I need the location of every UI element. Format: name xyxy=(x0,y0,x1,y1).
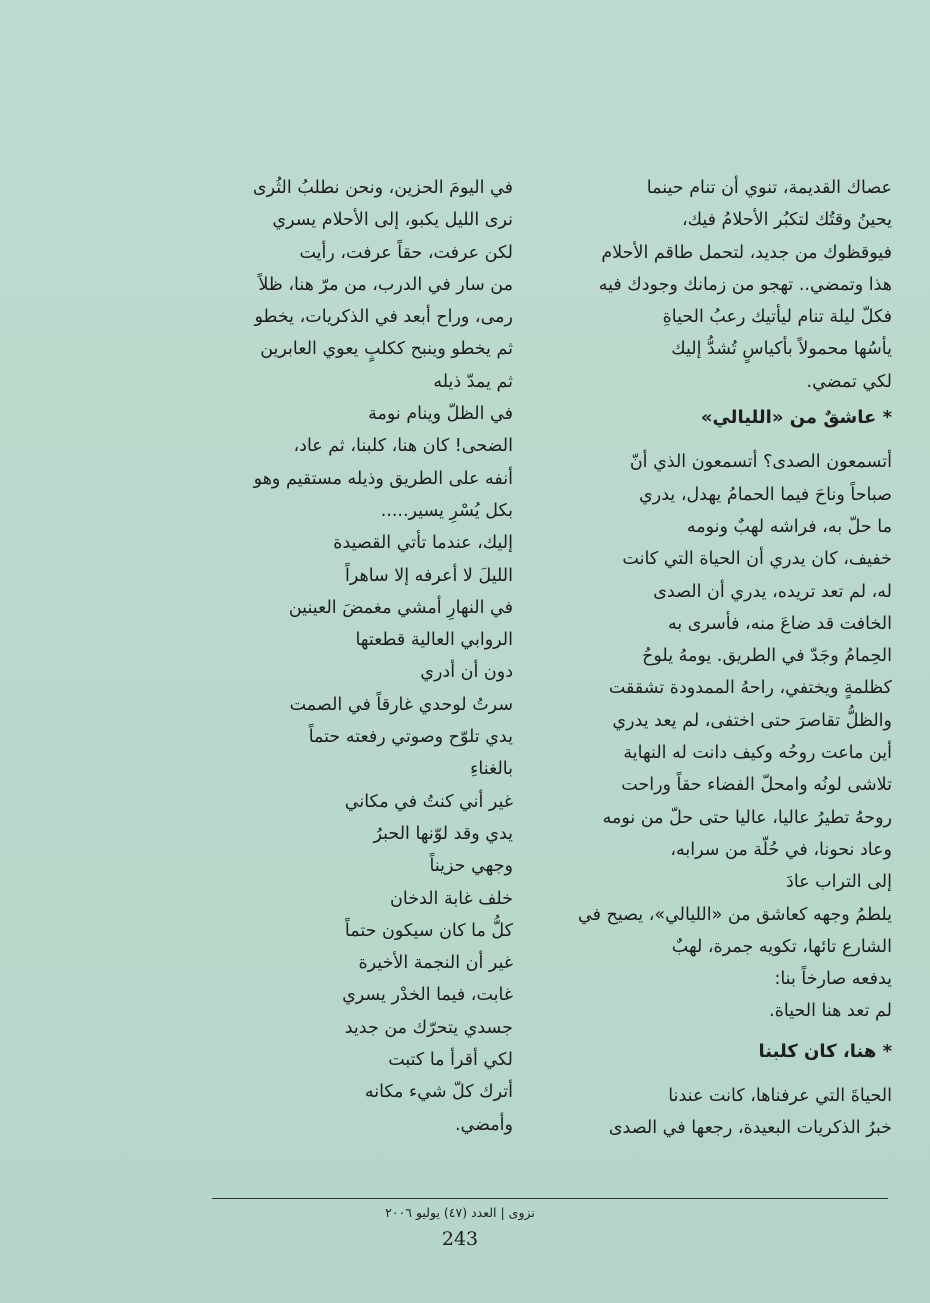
text-line: يدفعه صارخاً بنا: xyxy=(774,969,892,990)
text-line: وعاد نحونا، في حُلّة من سرابه، xyxy=(670,839,892,860)
text-line: يدي تلوّح وصوتي رفعته حتماً xyxy=(308,727,513,748)
text-line: والظلُّ تقاصرَ حتى اختفى، لم يعد يدري xyxy=(612,710,892,731)
section-heading: * عاشقٌ من «الليالي» xyxy=(700,407,892,429)
text-line: يدي وقد لوّنها الحبرُ xyxy=(373,823,513,844)
text-line: الحِمامُ وجَدّ في الطريق. يومهُ يلوحُ xyxy=(642,646,892,667)
text-line: تلاشى لونُه وامحلّ الفضاء حقاً وراحت xyxy=(621,775,892,796)
text-line: كظلمةٍ ويختفي، راحهُ الممدودة تشققت xyxy=(608,678,892,699)
text-line: وجهي حزيناً xyxy=(429,856,513,877)
text-line: روحهُ تطيرُ عاليا، عاليا حتى حلّ من نومه xyxy=(602,807,892,828)
text-line: أترك كلّ شيء مكانه xyxy=(364,1082,513,1103)
text-line: الضحى! كان هنا، كلبنا، ثم عاد، xyxy=(293,436,513,457)
text-line: فيوقظوك من جديد، لتحمل طاقم الأحلام xyxy=(601,242,892,263)
text-line: غابت، فيما الخدْر يسري xyxy=(342,985,513,1006)
text-line: له، لم تعد تريده، يدري أن الصدى xyxy=(653,581,892,602)
text-line: لكي أقرأ ما كتبت xyxy=(388,1050,513,1071)
text-line: الحياةَ التي عرفناها، كانت عندنا xyxy=(668,1086,892,1107)
text-line: في الظلّ وينام نومة xyxy=(368,404,513,425)
text-line: نرى الليل يكبو، إلى الأحلام يسري xyxy=(272,210,513,231)
text-line: بالغناءِ xyxy=(470,759,513,780)
text-line: أين ماعت روحُه وكيف دانت له النهاية xyxy=(623,743,892,764)
text-line: جسدي يتحرّك من جديد xyxy=(344,1017,513,1038)
page-number: 243 xyxy=(441,1228,479,1250)
text-line: لكي تمضي. xyxy=(806,371,892,392)
text-line: غير أني كنتُ في مكاني xyxy=(344,791,513,812)
text-line: دون أن أدري xyxy=(420,662,513,683)
text-line: الروابي العالية قطعتها xyxy=(355,630,513,651)
text-line: لم تعد هنا الحياة. xyxy=(769,1001,892,1022)
text-line: الليلَ لا أعرفه إلا ساهراً xyxy=(344,565,513,586)
footer-divider xyxy=(212,1198,888,1199)
text-line: لكن عرفت، حقاً عرفت، رأيت xyxy=(299,242,513,263)
text-line: بكل يُسْرِ يسير..... xyxy=(380,500,513,521)
text-line: إليك، عندما تأتي القصيدة xyxy=(333,533,513,554)
left-column xyxy=(220,172,513,1141)
text-line: يلطمُ وجهه كعاشق من «الليالي»، يصيح في xyxy=(578,904,892,925)
right-column xyxy=(580,172,892,1145)
text-line: من سار في الدرب، من مرّ هنا، ظلاً xyxy=(258,274,513,295)
text-line: الشارع تائها، تكويه جمرة، لهبٌ xyxy=(671,936,892,957)
text-line: يأسُها محمولاً بأكياسٍ تُشدُّ إليك xyxy=(671,339,892,360)
text-line: الخافت قد ضاعَ منه، فأسرى به xyxy=(667,613,892,634)
text-line: كلُّ ما كان سيكون حتماً xyxy=(344,920,513,941)
text-line: فكلّ ليلة تنام ليأتيك رعبُ الحياةِ xyxy=(662,307,892,328)
section-heading: * هنا، كان كلبنا xyxy=(758,1040,892,1062)
text-line: صباحاً وناحَ فيما الحمامُ يهدل، يدري xyxy=(639,484,892,505)
text-line: إلى التراب عادَ xyxy=(786,872,892,893)
text-line: يحينُ وقتُك لتكبُر الأحلامُ فيك، xyxy=(681,210,892,231)
footer-issue-info: نزوى | العدد (٤٧) يوليو ٢٠٠٦ xyxy=(385,1205,535,1220)
text-line: أنفه على الطريق وذيله مستقيم وهو xyxy=(253,468,513,489)
text-line: ما حلّ به، فراشه لهبٌ ونومه xyxy=(686,516,892,537)
text-line: خبرُ الذكريات البعيدة، رجعها في الصدى xyxy=(608,1118,892,1139)
text-line: غير أن النجمة الأخيرة xyxy=(358,953,513,974)
text-line: ثم يمدّ ذيله xyxy=(433,371,513,392)
text-line: أتسمعون الصدى؟ أتسمعون الذي أنّ xyxy=(629,452,892,473)
text-line: خفيف، كان يدري أن الحياة التي كانت xyxy=(622,549,892,570)
text-line: وأمضي. xyxy=(454,1114,513,1135)
text-line: هذا وتمضي.. تهجو من زمانك وجودك فيه xyxy=(598,274,892,295)
text-line: في النهارِ أمشي مغمضَ العينين xyxy=(288,597,513,618)
text-line: خلف غابة الدخان xyxy=(390,888,513,909)
text-line: في اليومَ الحزين، ونحن نطلبُ الثُرى xyxy=(252,178,513,198)
text-line: رمى، وراح أبعد في الذكريات، يخطو xyxy=(254,307,513,328)
text-line: ثم يخطو وينبح ككلبٍ يعوي العابرين xyxy=(260,339,513,360)
text-line: عصاك القديمة، تنوي أن تنام حينما xyxy=(646,178,892,198)
text-line: سرتُ لوحدي غارقاً في الصمت xyxy=(289,694,513,715)
